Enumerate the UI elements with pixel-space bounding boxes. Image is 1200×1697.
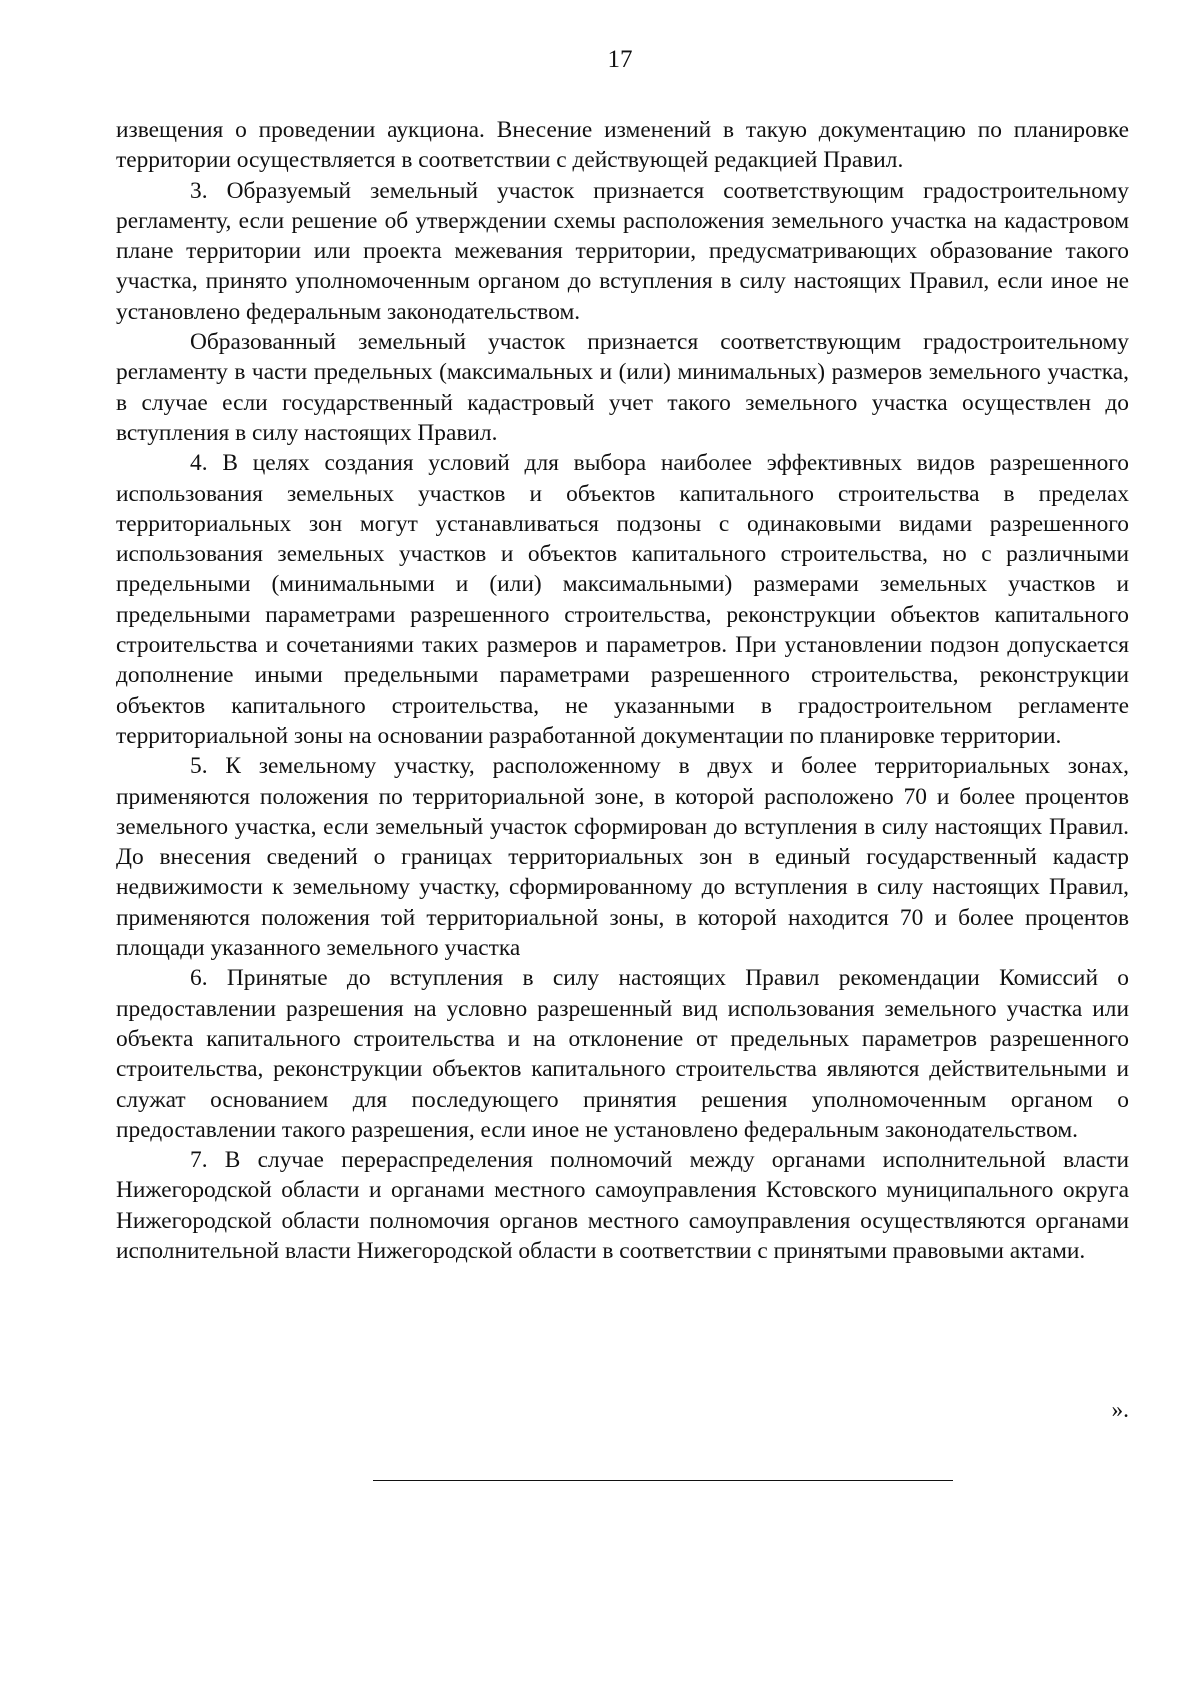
paragraph-item-6: 6. Принятые до вступления в силу настоящих Правил рекомендации Комиссий о предоставлении разрешения на условно разрешенный вид использования земельного участка или объекта капитального строительства и на отклонение от предельных параметров разрешенного строительства, реконструкции объектов капитального строительства являются действительными и служат основанием для последующего принятия решения уполномоченным органом о предоставлении такого разрешения, если иное не установлено федеральным законодательством.: [116, 965, 1129, 1143]
closing-quote-mark: ».: [1111, 1397, 1129, 1423]
paragraph-item-5: 5. К земельному участку, расположенному в двух и более территориальных зонах, применяются положения по территориальной зоне, в которой расположено 70 и более процентов земельного участка, если земельный участок сформирован до вступления в силу настоящих Правил. До внесения сведений о границах территориальных зон в единый государственный кадастр недвижимости к земельному участку, сформированному до вступления в силу настоящих Правил, применяются положения той территориальной зоны, в которой находится 70 и более процентов площади указанного земельного участка: [116, 753, 1129, 962]
paragraph-item-7: 7. В случае перераспределения полномочий между органами исполнительной власти Нижегородской области и органами местного самоуправления Кстовского муниципального округа Нижегородской области полномочия органов местного самоуправления осуществляются органами исполнительной власти Нижегородской области в соответствии с принятыми правовыми актами.: [116, 1147, 1129, 1264]
document-body: [116, 115, 1129, 1266]
paragraph-item-3-continued: Образованный земельный участок признается соответствующим градостроительному регламенту в части предельных (максимальных и (или) минимальных) размеров земельного участка, в случае если государственный кадастровый учет такого земельного участка осуществлен до вступления в силу настоящих Правил.: [116, 329, 1129, 446]
paragraph-item-4: 4. В целях создания условий для выбора наиболее эффективных видов разрешенного использования земельных участков и объектов капитального строительства в пределах территориальных зон могут устанавливаться подзоны с одинаковыми видами разрешенного использования земельных участков и объектов капитального строительства, но с различными предельными (минимальными и (или) максимальными) размерами земельных участков и предельными параметрами разрешенного строительства, реконструкции объектов капитального строительства и сочетаниями таких размеров и параметров. При установлении подзон допускается дополнение иными предельными параметрами разрешенного строительства, реконструкции объектов капитального строительства, не указанными в градостроительном регламенте территориальной зоны на основании разработанной документации по планировке территории.: [116, 450, 1129, 749]
page-number: 17: [607, 46, 633, 73]
end-of-document-line: [373, 1480, 953, 1481]
paragraph-item-3: 3. Образуемый земельный участок признается соответствующим градостроительному регламенту, если решение об утверждении схемы расположения земельного участка на кадастровом плане территории или проекта межевания территории, предусматривающих образование такого участка, принято уполномоченным органом до вступления в силу настоящих Правил, если иное не установлено федеральным законодательством.: [116, 177, 1129, 325]
paragraph-continuation: извещения о проведении аукциона. Внесение изменений в такую документацию по планировке территории осуществляется в соответствии с действующей редакцией Правил.: [116, 117, 1129, 174]
